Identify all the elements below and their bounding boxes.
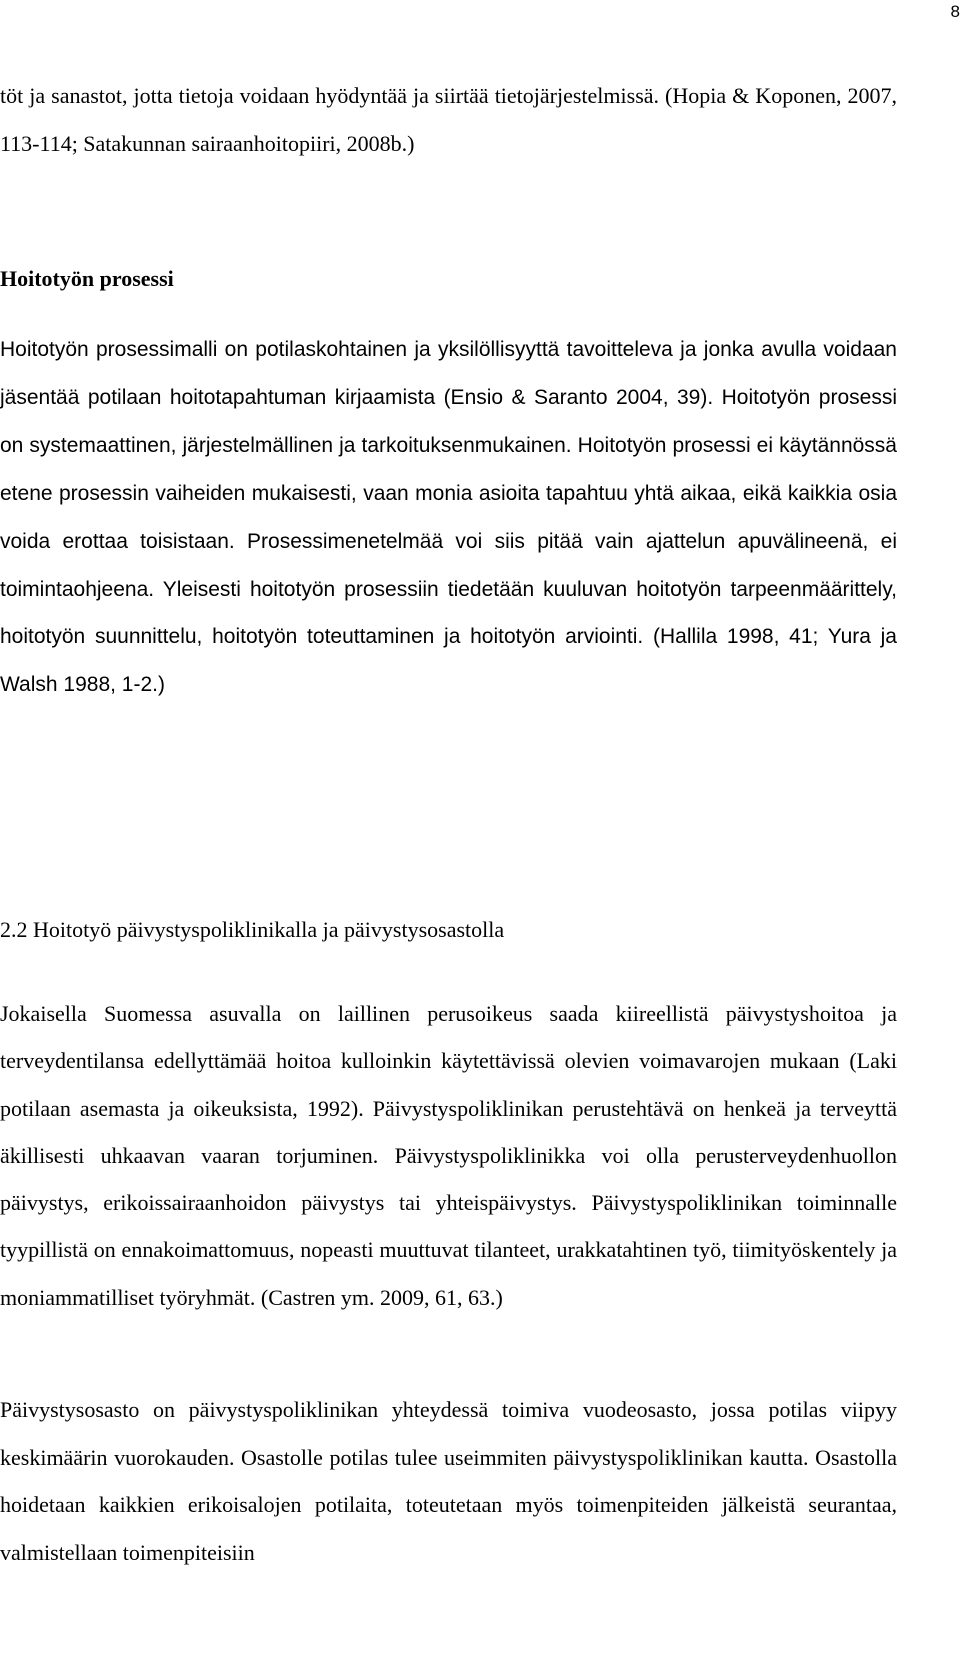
intro-paragraph: töt ja sanastot, jotta tietoja voidaan hyödyntää ja siirtää tietojärjestelmissä. (Hopia & Koponen, 2007, 113-114; Satakunnan sairaanhoitopiiri, 2008b.) [0,83,897,156]
section-paragraph-2: Päivystysosasto on päivystyspoliklinikan yhteydessä toimiva vuodeosasto, jossa potilas viipyy keskimäärin vuorokauden. Osastolle potilas tulee useimmiten päivystyspoliklinikan kautta. Osastolla hoidetaan kaikkien erikoisalojen potilaita, toteutetaan myös toimenpiteiden jälkeistä seurantaa, valmistellaan toimenpiteisiin [0,1397,897,1565]
prosessi-paragraph: Hoitotyön prosessimalli on potilaskohtainen ja yksilöllisyyttä tavoitteleva ja jonka avulla voidaan jäsentää potilaan hoitotapahtuman kirjaamista (Ensio & Saranto 2004, 39). Hoitotyön prosessi on systemaattinen, järjestelmällinen ja tarkoituksenmukainen. Hoitotyön prosessi ei käytännössä etene prosessin vaiheiden mukaisesti, vaan monia asioita tapahtuu yhtä aikaa, eikä kaikkia osia voida erottaa toisistaan. Prosessimenetelmää voi siis pitää vain ajattelun apuvälineenä, ei toimintaohjeena. Yleisesti hoitotyön prosessiin tiedetään kuuluvan hoitotyön tarpeenmäärittely, hoitotyön suunnittelu, hoitotyön toteuttaminen ja hoitotyön arviointi. (Hallila 1998, 41; Yura ja Walsh 1988, 1-2.) [0,338,897,697]
section-heading-2-2: 2.2 Hoitotyö päivystyspoliklinikalla ja päivystysosastolla [0,917,505,942]
subheading-hoitotyon-prosessi: Hoitotyön prosessi [0,266,174,291]
page-number: 8 [950,2,960,21]
section-paragraph-1: Jokaisella Suomessa asuvalla on laillinen perusoikeus saada kiireellistä päivystyshoitoa ja terveydentilansa edellyttämää hoitoa kulloinkin käytettävissä olevien voimavarojen mukaan (Laki potilaan asemasta ja oikeuksista, 1992). Päivystyspoliklinikan perustehtävä on henkeä ja terveyttä äkillisesti uhkaavan vaaran torjuminen. Päivystyspoliklinikka voi olla perusterveydenhuollon päivystys, erikoissairaanhoidon päivystys tai yhteispäivystys. Päivystyspoliklinikan toiminnalle tyypillistä on ennakoimattomuus, nopeasti muuttuvat tilanteet, urakkatahtinen työ, tiimityöskentely ja moniammatilliset työryhmät. (Castren ym. 2009, 61, 63.) [0,1001,897,1310]
